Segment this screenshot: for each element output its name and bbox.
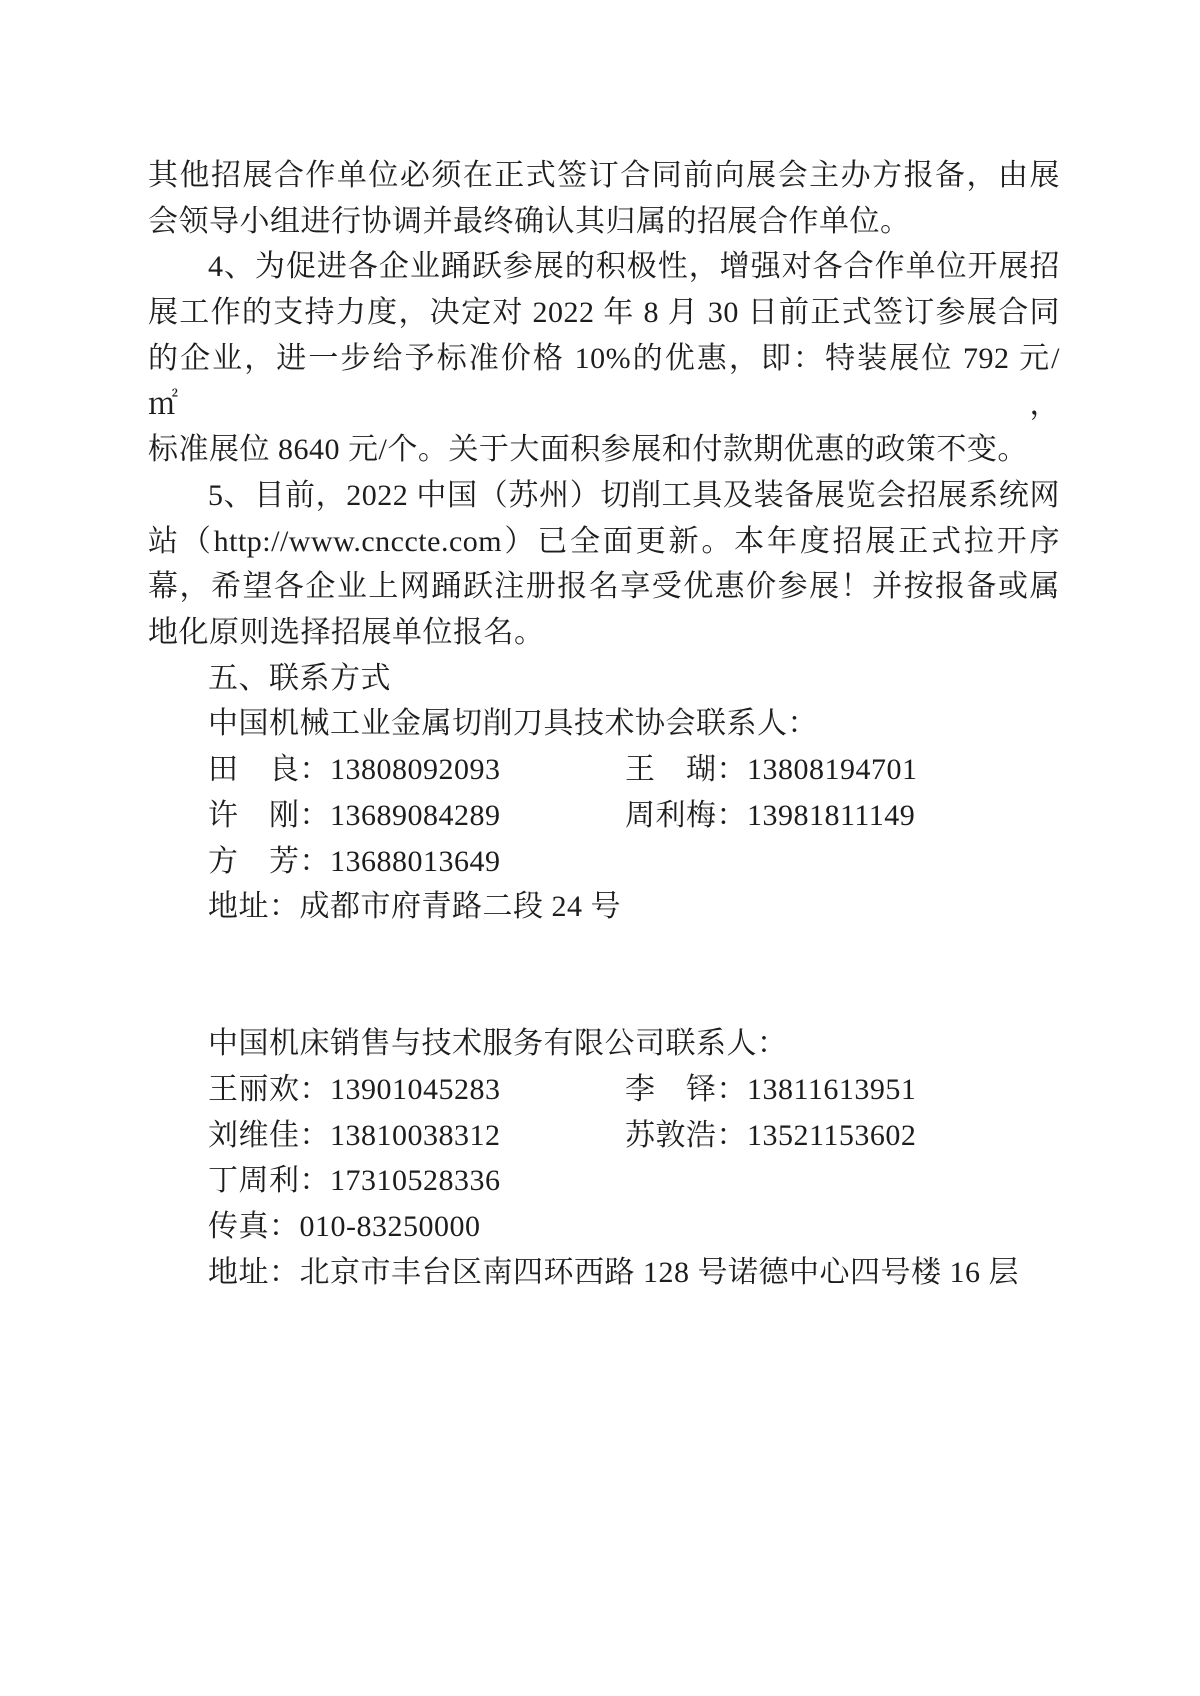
section-heading: 五、联系方式 bbox=[208, 661, 391, 695]
contact-group-title-association: 中国机械工业金属切削刀具技术协会联系人： bbox=[208, 707, 818, 741]
contact-fax bbox=[148, 1204, 1060, 1250]
text-line-item4: 4、为促进各企业踊跃参展的积极性，增强对各合作单位开展招 bbox=[208, 250, 1060, 284]
contact-address-company bbox=[148, 1250, 1060, 1296]
contact-entry: 王丽欢：13901045283 bbox=[208, 1073, 501, 1107]
contact-entry: 丁周利：17310528336 bbox=[208, 1164, 501, 1198]
contact-row bbox=[148, 1113, 1060, 1159]
text-line: 其他招展合作单位必须在正式签订合同前向展会主办方报备，由展 bbox=[148, 159, 1060, 192]
text-line: 站（http://www.cnccte.com）已全面更新。本年度招展正式拉开序 bbox=[148, 524, 1060, 558]
text-line-item5: 5、目前，2022 中国（苏州）切削工具及装备展览会招展系统网 bbox=[208, 478, 1060, 512]
contact-address-association bbox=[148, 884, 1060, 930]
address-text: 地址：成都市府青路二段 24 号 bbox=[208, 890, 621, 924]
text-line: 标准展位 8640 元/个。关于大面积参展和付款期优惠的政策不变。 bbox=[148, 433, 1028, 467]
contact-entry: 李 铎：13811613951 bbox=[625, 1073, 917, 1107]
text-line: 会领导小组进行协调并最终确认其归属的招展合作单位。 bbox=[148, 204, 911, 238]
contact-row bbox=[148, 1158, 1060, 1204]
text-line: 地化原则选择招展单位报名。 bbox=[148, 616, 545, 650]
contact-entry: 田 良：13808092093 bbox=[208, 753, 501, 787]
text-line: 展工作的支持力度，决定对 2022 年 8 月 30 日前正式签订参展合同 bbox=[148, 296, 1060, 330]
text-line: 的企业，进一步给予标准价格 10%的优惠，即：特装展位 792 元/㎡， bbox=[148, 341, 1060, 421]
contact-entry: 周利梅：13981811149 bbox=[625, 798, 916, 832]
contact-entry: 刘维佳：13810038312 bbox=[208, 1118, 501, 1152]
contact-row bbox=[148, 793, 1060, 839]
contact-entry: 苏敦浩：13521153602 bbox=[625, 1118, 917, 1152]
blank-lines-spacer bbox=[148, 930, 1060, 1021]
contact-entry: 方 芳：13688013649 bbox=[208, 844, 501, 878]
contact-entry: 王 瑚：13808194701 bbox=[625, 753, 918, 787]
text-line: 幕，希望各企业上网踊跃注册报名享受优惠价参展！并按报备或属 bbox=[148, 570, 1060, 604]
contact-entry: 许 刚：13689084289 bbox=[208, 798, 501, 832]
contact-row bbox=[148, 839, 1060, 885]
contact-row bbox=[148, 747, 1060, 793]
contact-row bbox=[148, 1067, 1060, 1113]
fax-text: 传真：010-83250000 bbox=[208, 1210, 481, 1244]
address-text: 地址：北京市丰台区南四环西路 128 号诺德中心四号楼 16 层 bbox=[208, 1255, 1019, 1289]
contact-group-title-company: 中国机床销售与技术服务有限公司联系人： bbox=[208, 1027, 788, 1061]
